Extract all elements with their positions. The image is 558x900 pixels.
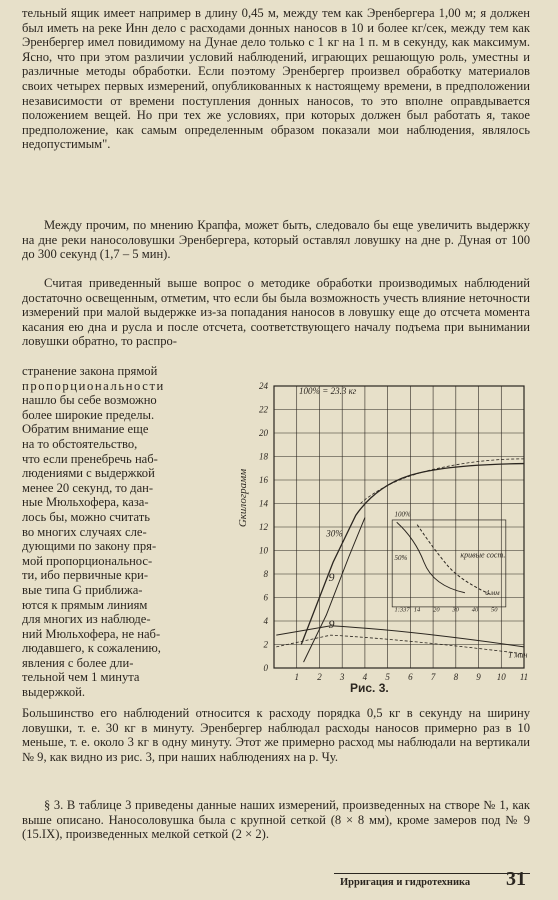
paragraph-4: Большинство его наблюдений относится к расходу порядка 0,5 кг в секунду на ширину ловушки, т. е. 30 кг в минуту. Эренбергер наблюдал расходы наносов примерно раз в 10 меньше, т. е. около 3 кг в одну минуту. Этот же примерно расход мы наблюдали на вертикали № 9, как видно из рис. 3, при наших наблюдениях на р. Чу.: [22, 706, 530, 764]
wrapped-text-line: Обратим внимание еще: [22, 422, 149, 437]
y-tick-label: 14: [259, 498, 268, 509]
wrapped-text-line: ются к прямым линиям: [22, 597, 148, 612]
x-tick-label: 8: [453, 672, 459, 682]
top-label: 100% = 23.3 кг: [299, 386, 357, 397]
wrapped-text-line: ний Мюльхофера, не наб-: [22, 626, 161, 641]
inset-x-tick: 40: [471, 606, 479, 614]
inset-curve-label: кривые сост.: [460, 550, 506, 560]
paragraph-2: Между прочим, по мнению Крапфа, может быть, следовало бы еще увеличить выдержку на дне реки наносоловушки Эренбергера, который оставлял ловушку на дне р. Дуная от 100 до 300 секунд (1,7 – 5 мин).: [22, 218, 530, 262]
label-9b: 9: [328, 617, 335, 632]
inset-label-100: 100%: [394, 510, 411, 519]
wrapped-text-line: лось бы, можно считать: [22, 509, 150, 524]
wrapped-text-line: дующими по закону пря-: [22, 539, 157, 554]
x-tick-label: 6: [408, 672, 413, 682]
journal-title: Ирригация и гидротехника: [340, 877, 471, 888]
wrapped-text-line: мой пропорциональнос-: [22, 553, 153, 568]
paragraph-5: § 3. В таблице 3 приведены данные наших измерений, произведенных на створе № 1, как выше описано. Наносоловушка была с крупной сеткой (8 × 8 мм), кроме замеров под № 9 (15.IX), произведенных мелкой сеткой (2 × 2).: [22, 798, 530, 842]
wrapped-text-line: людавшего, к сожалению,: [22, 641, 161, 656]
inset-x-tick: 50: [491, 606, 498, 614]
y-tick-label: 24: [259, 381, 268, 391]
footer-rule: [334, 873, 530, 874]
curve-low-1: [276, 626, 524, 647]
y-tick-label: 18: [259, 451, 268, 462]
page-number: 31: [506, 868, 526, 890]
y-tick-label: 2: [263, 639, 268, 650]
wrapped-text-line: людениями с выдержкой: [22, 466, 155, 481]
paragraph-1: тельный ящик имеет например в длину 0,45 м, между тем как Эренбергера 1,00 м; я должен был иметь на реке Инн дело с расходами донных наносов в 10 и более кг/сек, между тем как Эренбергер имел повидимому на Дунае дело только с 1 кг на 1 п. м в секунду, как максимум. Ясно, что при этом различии условий наблюдений, играющих решающую роль, уместны и различные методы обработки. Если поэтому Эренбергер произвел обработку материалов своих четырех первых измерений, опубликованных к настоящему времени, в предположении независимости от времени поступления донных наносов, то это вполне оправдывается положением вещей. Но при тех же условиях, при которых должен был работать я, такое предположение, как самым определенным образом показали мои наблюдения, являлось недопустимым".: [22, 6, 530, 152]
wrapped-text-line: что если пренебречь наб-: [22, 451, 158, 466]
wrapped-text-line: пропорциональности: [22, 378, 165, 393]
wrapped-text-line: выдержкой.: [22, 685, 86, 700]
x-unit-label: T мин: [508, 650, 528, 660]
x-tick-label: 3: [339, 672, 345, 682]
inset-x-tick: 20: [433, 606, 440, 614]
x-tick-label: 1: [294, 672, 299, 682]
label-9a: 9: [328, 570, 335, 585]
y-tick-label: 20: [259, 428, 268, 438]
x-tick-label: 2: [317, 672, 322, 682]
wrapped-text-line: явления с более дли-: [22, 655, 134, 670]
y-tick-label: 8: [263, 569, 268, 579]
wrapped-text-line: ти, ибо первичные кри-: [22, 568, 149, 583]
x-tick-label: 11: [519, 672, 529, 682]
x-tick-label: 5: [385, 672, 390, 682]
wrapped-text-line: тельной чем 1 минута: [22, 670, 140, 685]
y-tick-label: 10: [259, 545, 268, 556]
curve-30: [304, 518, 365, 663]
wrapped-text-line: на то обстоятельство,: [22, 436, 138, 451]
curve-100-dashed: [360, 459, 524, 504]
wrapped-text-line: странение закона прямой: [22, 364, 158, 378]
x-tick-label: 7: [430, 672, 436, 682]
y-tick-label: 16: [259, 475, 268, 485]
inset-d-label: d мм: [485, 589, 500, 598]
wrapped-text-line: нашло бы себе возможно: [22, 393, 157, 408]
y-tick-label: 12: [259, 522, 268, 532]
x-tick-label: 4: [362, 672, 368, 682]
wrapped-text-line: менее 20 секунд, то дан-: [22, 480, 154, 495]
wrapped-text-line: более широкие пределы.: [22, 407, 155, 422]
paragraph-3-intro: Считая приведенный выше вопрос о методике обработки производимых наблюдений достаточно освещенным, отметим, что если бы была возможность учесть влияние неточности измерений при малой выдержке из-за попадания наносов в ловушку еще до отсчета момента касания ею дна и русла и после отсчета, соответствующего началу подъема при вынимании ловушки обратно, то распро-: [22, 276, 530, 349]
wrapped-text-line: во многих случаях сле-: [22, 524, 147, 539]
label-30: 30%: [326, 528, 343, 539]
wrapped-text-line: ные Мюльхофера, каза-: [22, 495, 149, 510]
y-tick-label: 4: [263, 616, 268, 626]
y-axis-label: Gкилограмм: [237, 468, 249, 528]
inset-label-50: 50%: [394, 553, 408, 562]
wrapped-text-column: [22, 364, 222, 700]
y-tick-label: 22: [259, 404, 268, 415]
inset-x-tick: 30: [452, 606, 459, 614]
figure-3-graph: [232, 378, 532, 698]
y-tick-label: 0: [263, 663, 268, 673]
wrapped-text-line: вые типа G приближа-: [22, 582, 143, 597]
inset-x-tick: 14: [413, 606, 421, 614]
inset-curve-2: [417, 525, 492, 596]
figure-caption: Рис. 3.: [350, 681, 389, 695]
y-tick-label: 6: [263, 592, 268, 603]
x-tick-label: 9: [476, 672, 481, 682]
inset-x-tick: 1:337: [394, 606, 410, 614]
x-tick-label: 10: [496, 672, 506, 682]
wrapped-text-line: для многих из наблюде-: [22, 612, 151, 627]
